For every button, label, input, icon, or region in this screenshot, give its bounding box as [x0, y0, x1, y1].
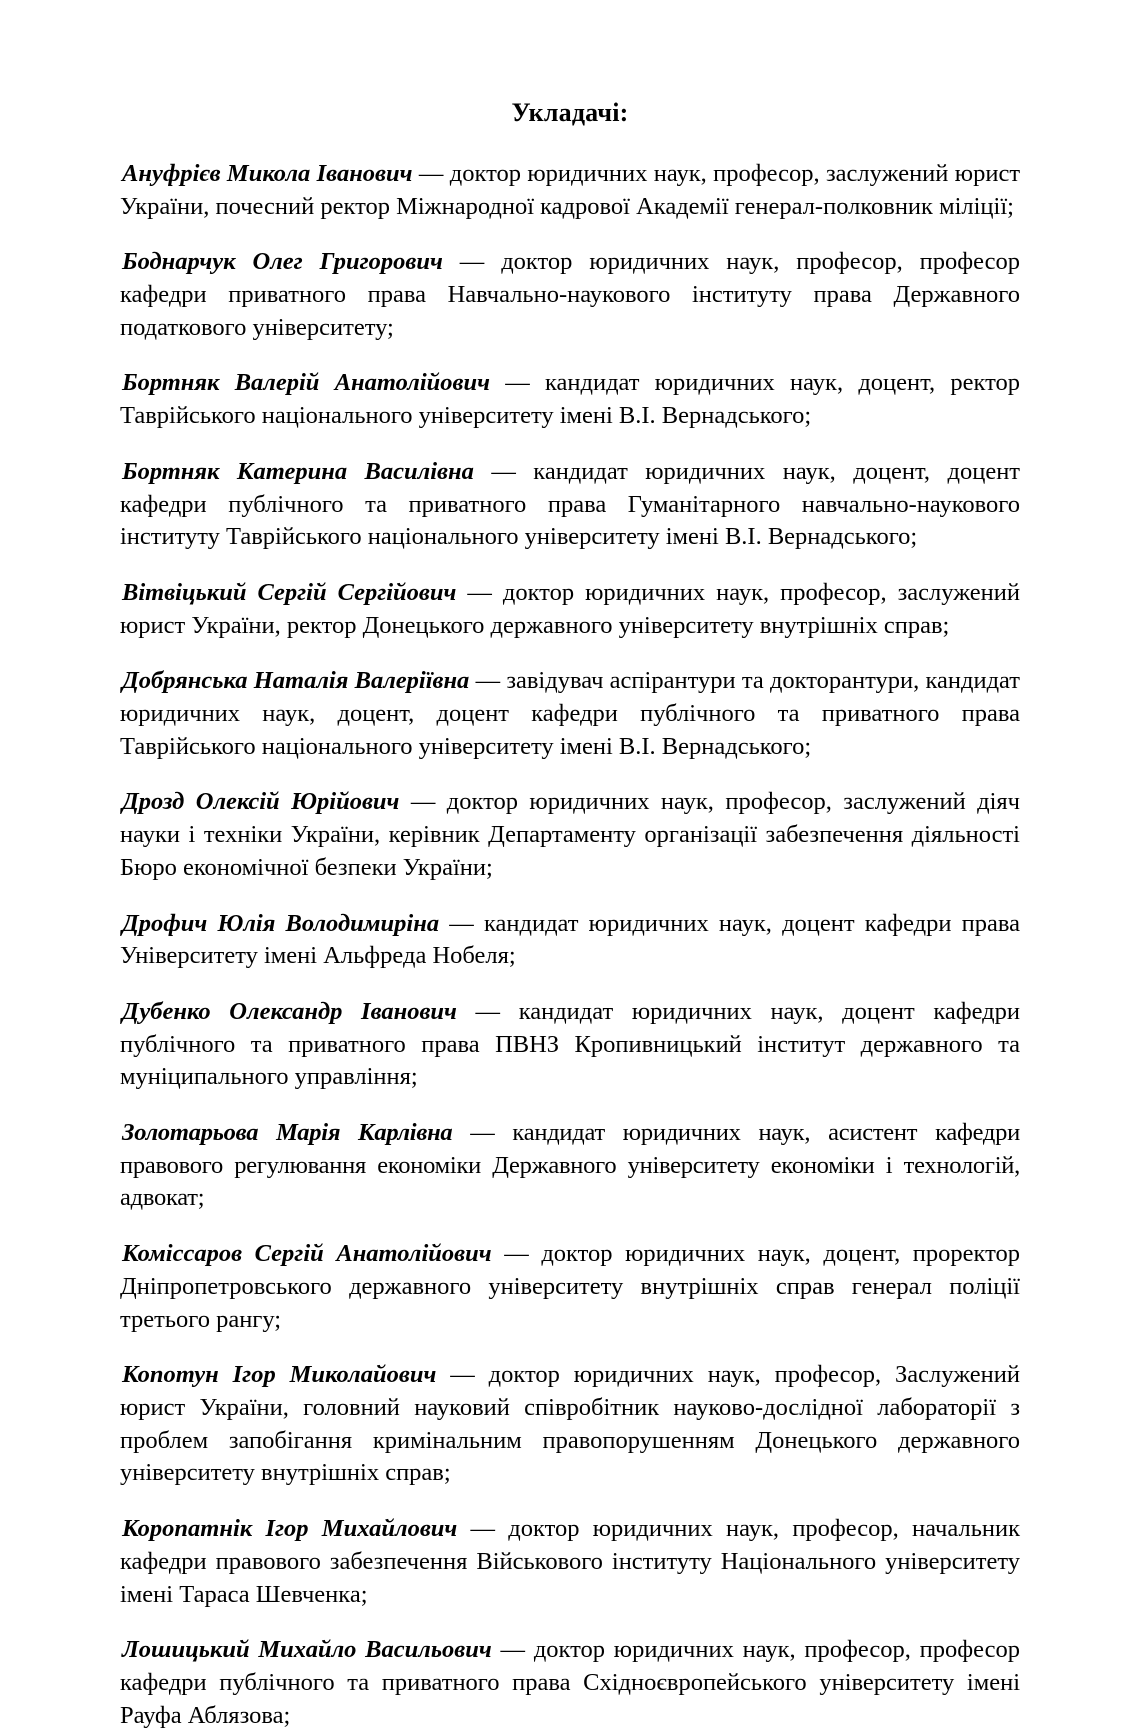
compiler-description: завідувач аспірантури та докторантури, кандидат юридичних наук, доцент, доцент кафедри публічного та приватного права Таврійського національного університету імені В.І. Вернадського;	[120, 667, 1020, 760]
compiler-entry	[120, 367, 1020, 432]
compiler-description: доктор юридичних наук, професор, Заслужений юрист України, головний науковий співробітник науково-дослідної лабораторії з проблем запобігання кримінальним правопорушенням Донецького державного університету внутрішніх справ;	[120, 1361, 1021, 1487]
compiler-description: доктор юридичних наук, доцент, проректор Дніпропетровського державного університету внутрішніх справ генерал поліції третього рангу;	[120, 1240, 1021, 1333]
compiler-entry	[120, 246, 1020, 344]
compiler-description: доктор юридичних наук, професор, професор кафедри приватного права Навчально-наукового інституту права Державного податкового університету;	[120, 248, 1020, 341]
compiler-name: Бортняк Валерій Анатолійович	[122, 369, 490, 397]
compiler-entry	[120, 1513, 1020, 1611]
compiler-name: Добрянська Наталія Валеріївна	[122, 667, 470, 695]
compiler-entry	[120, 456, 1020, 554]
compiler-name: Дрозд Олексій Юрійович	[122, 788, 400, 816]
compiler-description: доктор юридичних наук, професор, професор кафедри публічного та приватного права Східноєвропейського університету імені Рауфа Аблязова;	[120, 1636, 1021, 1729]
compiler-name: Бортняк Катерина Василівна	[122, 457, 474, 485]
compiler-name: Коропатнік Ігор Михайлович	[122, 1515, 458, 1543]
compiler-description: кандидат юридичних наук, доцент кафедри права Університету імені Альфреда Нобеля;	[120, 909, 1020, 970]
em-dash-separator: —	[410, 788, 436, 816]
compiler-name: Вітвіцький Сергій Сергійович	[122, 578, 457, 606]
compiler-entry	[120, 1238, 1020, 1336]
compiler-entry	[120, 996, 1020, 1094]
em-dash-separator: —	[505, 369, 530, 397]
compiler-name: Комісcаров Сергій Анатолійович	[122, 1240, 492, 1268]
compilers-list	[120, 158, 1020, 1732]
em-dash-separator: —	[418, 159, 444, 187]
em-dash-separator: —	[470, 1515, 496, 1543]
em-dash-separator: —	[500, 1636, 526, 1664]
em-dash-separator: —	[450, 1361, 475, 1389]
compiler-name: Золотарьова Марія Карлівна	[122, 1119, 453, 1147]
em-dash-separator: —	[459, 248, 485, 276]
compiler-name: Дрофич Юлія Володимиріна	[122, 909, 440, 937]
em-dash-separator: —	[475, 997, 501, 1025]
em-dash-separator: —	[449, 909, 474, 937]
compiler-description: доктор юридичних наук, професор, заслужений юрист України, почесний ректор Міжнародної кадрової Академії генерал-полковник міліції;	[120, 159, 1021, 220]
compiler-name: Боднарчук Олег Григорович	[122, 248, 443, 276]
document-body	[120, 98, 1020, 1732]
em-dash-separator: —	[467, 578, 492, 606]
compiler-description: доктор юридичних наук, професор, заслужений діяч науки і техніки України, керівник Департаменту організації забезпечення діяльності Бюро економічної безпеки України;	[120, 788, 1020, 881]
em-dash-separator: —	[491, 457, 516, 485]
compiler-description: доктор юридичних наук, професор, заслужений юрист України, ректор Донецького державного університету внутрішніх справ;	[120, 578, 1021, 639]
compiler-description: кандидат юридичних наук, доцент, доцент кафедри публічного та приватного права Гуманітарного навчально-наукового інституту Таврійського національного університету імені В.І. Вернадського;	[120, 457, 1021, 551]
compiler-entry	[120, 786, 1020, 884]
compiler-name: Дубенко Олександр Іванович	[122, 997, 457, 1025]
compiler-name: Копотун Ігор Миколайович	[122, 1361, 437, 1389]
compiler-entry	[120, 158, 1020, 223]
em-dash-separator: —	[470, 1119, 495, 1147]
compiler-name: Ануфрієв Микола Іванович	[122, 159, 413, 187]
compiler-description: доктор юридичних наук, професор, начальник кафедри правового забезпечення Військового інституту Національного університету імені Тараса Шевченка;	[120, 1515, 1020, 1608]
compiler-name: Лошицький Михайло Васильович	[122, 1636, 492, 1664]
compiler-entry	[120, 665, 1020, 763]
compiler-description: кандидат юридичних наук, доцент, ректор Таврійського національного університету імені В.І. Вернадського;	[120, 369, 1020, 430]
compiler-description: кандидат юридичних наук, асистент кафедри правового регулювання економіки Державного університету економіки і технологій, адвокат;	[120, 1119, 1020, 1212]
compiler-entry	[120, 577, 1020, 642]
em-dash-separator: —	[475, 667, 501, 695]
compiler-entry	[120, 1117, 1020, 1215]
compiler-description: кандидат юридичних наук, доцент кафедри публічного та приватного права ПВНЗ Кропивницький інститут державного та муніципального управління;	[120, 997, 1020, 1091]
em-dash-separator: —	[504, 1240, 529, 1268]
compiler-entry	[120, 1359, 1020, 1490]
page-title: Укладачі:	[511, 98, 629, 127]
compiler-entry	[120, 908, 1020, 973]
compiler-entry	[120, 1634, 1020, 1732]
